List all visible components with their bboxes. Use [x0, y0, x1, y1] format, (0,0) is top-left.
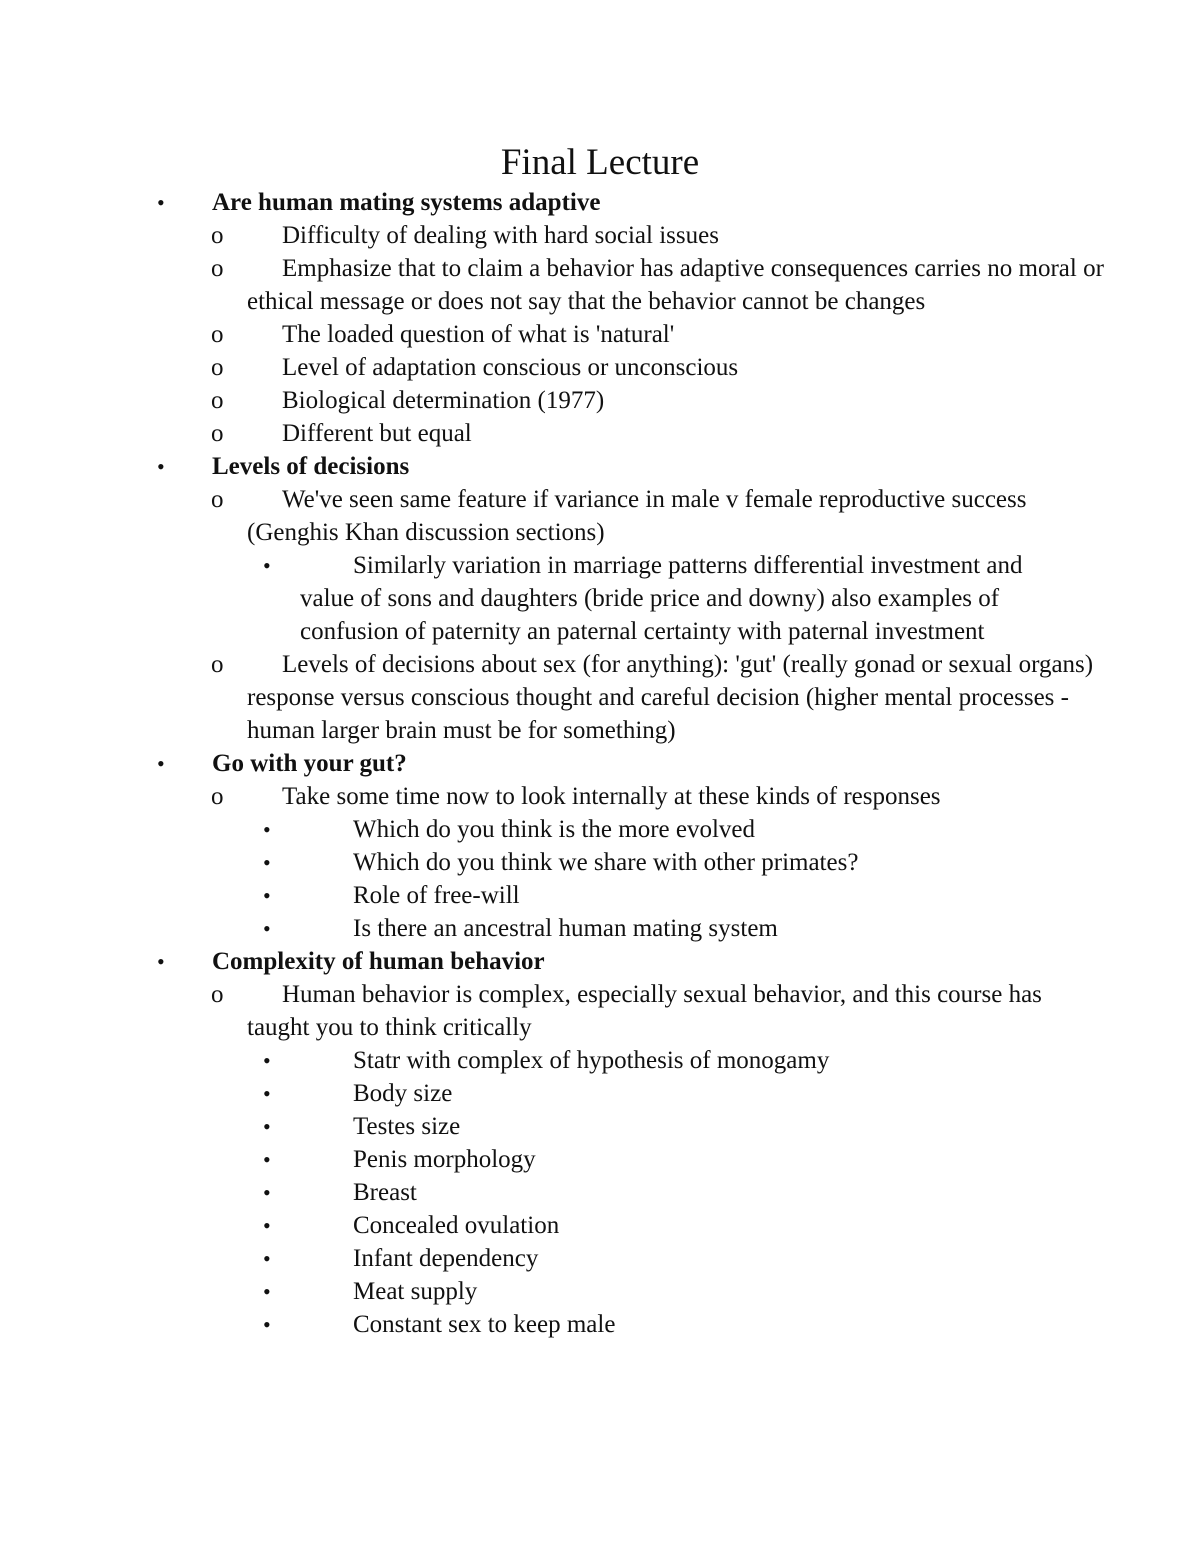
- list-item: [0, 648, 1200, 747]
- list-item-text: Level of adaptation conscious or unconscious: [282, 354, 739, 381]
- circle-bullet-icon: o: [211, 651, 224, 678]
- bullet-icon: •: [263, 1213, 271, 1238]
- list-item-text: Biological determination (1977): [282, 387, 605, 414]
- sub-list-item-text: Which do you think is the more evolved: [353, 816, 756, 843]
- sub-list-item-text: Breast: [353, 1179, 417, 1206]
- sub-list-item-text: Similarly variation in marriage patterns differential investment and value of sons and daughters (bride price and downy) also examples of confusion of paternity an paternal certainty with paternal investment: [300, 552, 1023, 645]
- sub-list-item: [0, 879, 1200, 912]
- bullet-icon: •: [157, 949, 165, 974]
- sub-list-item: [0, 846, 1200, 879]
- section-heading: [0, 450, 1200, 483]
- section-heading: [0, 747, 1200, 780]
- bullet-icon: •: [263, 883, 271, 908]
- list-item: [0, 384, 1200, 417]
- list-item: [0, 417, 1200, 450]
- section-heading-text: Levels of decisions: [212, 453, 410, 480]
- bullet-icon: •: [263, 817, 271, 842]
- bullet-icon: •: [263, 850, 271, 875]
- bullet-icon: •: [157, 190, 165, 215]
- sub-list-item: [0, 1176, 1200, 1209]
- circle-bullet-icon: o: [211, 321, 224, 348]
- outline: [0, 186, 1200, 1341]
- sub-list-item: [0, 1242, 1200, 1275]
- section-heading: [0, 186, 1200, 219]
- sub-list-item: [0, 1110, 1200, 1143]
- sub-list-item-text: Testes size: [353, 1113, 461, 1140]
- circle-bullet-icon: o: [211, 420, 224, 447]
- list-item-text: Different but equal: [282, 420, 472, 447]
- sub-list-item: [0, 1209, 1200, 1242]
- circle-bullet-icon: o: [211, 255, 224, 282]
- bullet-icon: •: [263, 1279, 271, 1304]
- list-item: [0, 351, 1200, 384]
- sub-list-item-text: Statr with complex of hypothesis of monogamy: [353, 1047, 830, 1074]
- bullet-icon: •: [157, 751, 165, 776]
- sub-list-item-text: Meat supply: [353, 1278, 478, 1305]
- circle-bullet-icon: o: [211, 387, 224, 414]
- circle-bullet-icon: o: [211, 222, 224, 249]
- bullet-icon: •: [263, 1246, 271, 1271]
- bullet-icon: •: [263, 1114, 271, 1139]
- circle-bullet-icon: o: [211, 486, 224, 513]
- sub-list-item: [0, 1077, 1200, 1110]
- sub-list-item-text: Concealed ovulation: [353, 1212, 560, 1239]
- list-item-text: Take some time now to look internally at these kinds of responses: [282, 783, 941, 810]
- list-item: [0, 483, 1200, 549]
- sub-list-item-text: Body size: [353, 1080, 453, 1107]
- sub-list-item: [0, 549, 1200, 648]
- page-title: Final Lecture: [500, 142, 700, 183]
- list-item: [0, 252, 1200, 318]
- list-item-text: The loaded question of what is 'natural': [282, 321, 675, 348]
- bullet-icon: •: [263, 1147, 271, 1172]
- section-heading-text: Are human mating systems adaptive: [212, 189, 601, 216]
- sub-list-item-text: Constant sex to keep male: [353, 1311, 616, 1338]
- list-item-text: Emphasize that to claim a behavior has adaptive consequences carries no moral or ethical message or does not say that the behavior cannot be changes: [247, 255, 1104, 315]
- list-item: [0, 780, 1200, 813]
- list-item: [0, 219, 1200, 252]
- list-item: [0, 318, 1200, 351]
- sub-list-item-text: Penis morphology: [353, 1146, 536, 1173]
- sub-list-item-text: Infant dependency: [353, 1245, 539, 1272]
- section-heading: [0, 945, 1200, 978]
- bullet-icon: •: [263, 1312, 271, 1337]
- sub-list-item-text: Is there an ancestral human mating system: [353, 915, 778, 942]
- sub-list-item: [0, 813, 1200, 846]
- sub-list-item-text: Which do you think we share with other primates?: [353, 849, 859, 876]
- bullet-icon: •: [263, 1180, 271, 1205]
- list-item-text: Difficulty of dealing with hard social issues: [282, 222, 719, 249]
- sub-list-item: [0, 1275, 1200, 1308]
- list-item-text: Human behavior is complex, especially sexual behavior, and this course has taught you to think critically: [247, 981, 1042, 1041]
- list-item-text: We've seen same feature if variance in male v female reproductive success (Genghis Khan discussion sections): [247, 486, 1027, 546]
- sub-list-item: [0, 1044, 1200, 1077]
- sub-list-item: [0, 1308, 1200, 1341]
- bullet-icon: •: [157, 454, 165, 479]
- bullet-icon: •: [263, 916, 271, 941]
- circle-bullet-icon: o: [211, 354, 224, 381]
- list-item: [0, 978, 1200, 1044]
- bullet-icon: •: [263, 553, 271, 578]
- section-heading-text: Complexity of human behavior: [212, 948, 545, 975]
- list-item-text: Levels of decisions about sex (for anything): 'gut' (really gonad or sexual organs) response versus conscious thought and careful decision (higher mental processes -human larger brain must be for something): [247, 651, 1094, 744]
- circle-bullet-icon: o: [211, 783, 224, 810]
- circle-bullet-icon: o: [211, 981, 224, 1008]
- bullet-icon: •: [263, 1048, 271, 1073]
- sub-list-item: [0, 1143, 1200, 1176]
- sub-list-item: [0, 912, 1200, 945]
- bullet-icon: •: [263, 1081, 271, 1106]
- section-heading-text: Go with your gut?: [212, 750, 407, 777]
- sub-list-item-text: Role of free-will: [353, 882, 520, 909]
